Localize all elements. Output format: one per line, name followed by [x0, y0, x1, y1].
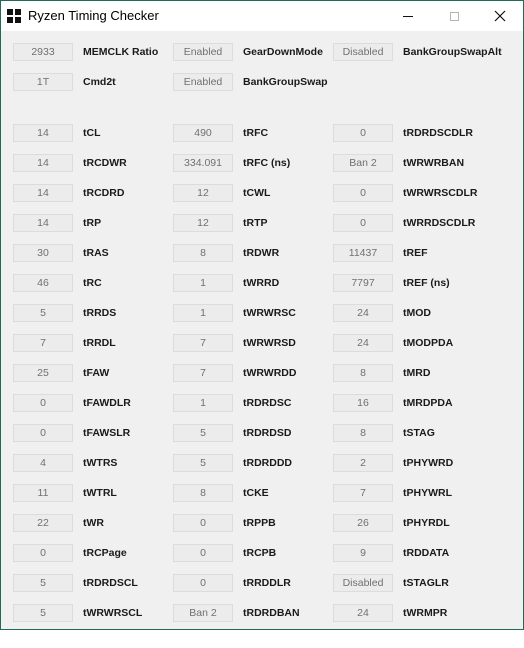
bankgroupswapalt-label: BankGroupSwapAlt: [403, 46, 502, 58]
twrrd-label: tWRRD: [243, 277, 280, 289]
tmrdpda-value[interactable]: 16: [333, 394, 393, 412]
twrwrdd-value[interactable]: 7: [173, 364, 233, 382]
close-icon: [494, 10, 506, 22]
trc-value[interactable]: 46: [13, 274, 73, 292]
tref-ns-value[interactable]: 7797: [333, 274, 393, 292]
minimize-icon: [403, 16, 413, 17]
trppb-value[interactable]: 0: [173, 514, 233, 532]
twr-value[interactable]: 22: [13, 514, 73, 532]
tfaw-value[interactable]: 25: [13, 364, 73, 382]
trdrdsc-label: tRDRDSC: [243, 397, 292, 409]
twrwrsd-value[interactable]: 7: [173, 334, 233, 352]
memclk-ratio-value[interactable]: 2933: [13, 43, 73, 61]
tras-label: tRAS: [83, 247, 109, 259]
twr-label: tWR: [83, 517, 104, 529]
twrrdscdlr-value[interactable]: 0: [333, 214, 393, 232]
trrdl-value[interactable]: 7: [13, 334, 73, 352]
twrrdscdlr-label: tWRRDSCDLR: [403, 217, 476, 229]
tphywrl-label: tPHYWRL: [403, 487, 452, 499]
tfawdlr-label: tFAWDLR: [83, 397, 131, 409]
trdrddd-value[interactable]: 5: [173, 454, 233, 472]
geardownmode-label: GearDownMode: [243, 46, 323, 58]
trtp-value[interactable]: 12: [173, 214, 233, 232]
trfc-value[interactable]: 490: [173, 124, 233, 142]
trdrdban-value[interactable]: Ban 2: [173, 604, 233, 622]
window-title: Ryzen Timing Checker: [28, 8, 159, 23]
trrds-value[interactable]: 5: [13, 304, 73, 322]
twrmpr-value[interactable]: 24: [333, 604, 393, 622]
trcdrd-value[interactable]: 14: [13, 184, 73, 202]
tmod-label: tMOD: [403, 307, 431, 319]
tfaw-label: tFAW: [83, 367, 110, 379]
tcwl-value[interactable]: 12: [173, 184, 233, 202]
twtrs-label: tWTRS: [83, 457, 118, 469]
trp-value[interactable]: 14: [13, 214, 73, 232]
trdrddd-label: tRDRDDD: [243, 457, 292, 469]
minimize-button[interactable]: [385, 1, 431, 31]
tcke-label: tCKE: [243, 487, 269, 499]
geardownmode-value[interactable]: Enabled: [173, 43, 233, 61]
tmrd-label: tMRD: [403, 367, 431, 379]
tfawslr-label: tFAWSLR: [83, 427, 131, 439]
trcdwr-value[interactable]: 14: [13, 154, 73, 172]
twrwrscl-label: tWRWRSCL: [83, 607, 143, 619]
twrwrsc-label: tWRWRSC: [243, 307, 296, 319]
tphyrdl-label: tPHYRDL: [403, 517, 450, 529]
twrwrscl-value[interactable]: 5: [13, 604, 73, 622]
twtrs-value[interactable]: 4: [13, 454, 73, 472]
trdwr-label: tRDWR: [243, 247, 280, 259]
trdrdscl-label: tRDRDSCL: [83, 577, 138, 589]
twrwrsc-value[interactable]: 1: [173, 304, 233, 322]
twrwrscdlr-label: tWRWRSCDLR: [403, 187, 478, 199]
tcl-value[interactable]: 14: [13, 124, 73, 142]
trrddlr-value[interactable]: 0: [173, 574, 233, 592]
trddata-value[interactable]: 9: [333, 544, 393, 562]
trddata-label: tRDDATA: [403, 547, 450, 559]
tfawdlr-value[interactable]: 0: [13, 394, 73, 412]
maximize-icon: [450, 12, 459, 21]
tras-value[interactable]: 30: [13, 244, 73, 262]
trdwr-value[interactable]: 8: [173, 244, 233, 262]
bankgroupswap-label: BankGroupSwap: [243, 76, 328, 88]
tstaglr-label: tSTAGLR: [403, 577, 449, 589]
tstaglr-value[interactable]: Disabled: [333, 574, 393, 592]
tstag-value[interactable]: 8: [333, 424, 393, 442]
twtrl-label: tWTRL: [83, 487, 117, 499]
app-grid-icon: [7, 9, 21, 23]
trc-label: tRC: [83, 277, 102, 289]
trtp-label: tRTP: [243, 217, 268, 229]
twrwrscdlr-value[interactable]: 0: [333, 184, 393, 202]
tphyrdl-value[interactable]: 26: [333, 514, 393, 532]
trcpb-label: tRCPB: [243, 547, 277, 559]
tcke-value[interactable]: 8: [173, 484, 233, 502]
twrwrsd-label: tWRWRSD: [243, 337, 296, 349]
twtrl-value[interactable]: 11: [13, 484, 73, 502]
twrwrban-label: tWRWRBAN: [403, 157, 465, 169]
tmod-value[interactable]: 24: [333, 304, 393, 322]
memclk-ratio-label: MEMCLK Ratio: [83, 46, 159, 58]
tref-value[interactable]: 11437: [333, 244, 393, 262]
tmrdpda-label: tMRDPDA: [403, 397, 453, 409]
trcpage-value[interactable]: 0: [13, 544, 73, 562]
maximize-button[interactable]: [431, 1, 477, 31]
tref-ns-label: tREF (ns): [403, 277, 450, 289]
trrdl-label: tRRDL: [83, 337, 116, 349]
trcdwr-label: tRCDWR: [83, 157, 127, 169]
close-button[interactable]: [477, 1, 523, 31]
trdrdsd-value[interactable]: 5: [173, 424, 233, 442]
trppb-label: tRPPB: [243, 517, 276, 529]
tcl-label: tCL: [83, 127, 101, 139]
bankgroupswap-value[interactable]: Enabled: [173, 73, 233, 91]
trp-label: tRP: [83, 217, 102, 229]
tphywrl-value[interactable]: 7: [333, 484, 393, 502]
timings-panel: [1, 31, 523, 629]
trdrdscl-value[interactable]: 5: [13, 574, 73, 592]
trfc-ns-label: tRFC (ns): [243, 157, 291, 169]
trcdrd-label: tRCDRD: [83, 187, 125, 199]
cmd2t-value[interactable]: 1T: [13, 73, 73, 91]
trdrdscdlr-value[interactable]: 0: [333, 124, 393, 142]
trcpb-value[interactable]: 0: [173, 544, 233, 562]
twrwrban-value[interactable]: Ban 2: [333, 154, 393, 172]
trcpage-label: tRCPage: [83, 547, 127, 559]
tstag-label: tSTAG: [403, 427, 435, 439]
trrds-label: tRRDS: [83, 307, 117, 319]
trrddlr-label: tRRDDLR: [243, 577, 291, 589]
twrmpr-label: tWRMPR: [403, 607, 448, 619]
trdrdban-label: tRDRDBAN: [243, 607, 300, 619]
bankgroupswapalt-value[interactable]: Disabled: [333, 43, 393, 61]
tfawslr-value[interactable]: 0: [13, 424, 73, 442]
trfc-label: tRFC: [243, 127, 269, 139]
tmodpda-label: tMODPDA: [403, 337, 454, 349]
twrrd-value[interactable]: 1: [173, 274, 233, 292]
trfc-ns-value[interactable]: 334.091: [173, 154, 233, 172]
trdrdsc-value[interactable]: 1: [173, 394, 233, 412]
cmd2t-label: Cmd2t: [83, 76, 116, 88]
twrwrdd-label: tWRWRDD: [243, 367, 297, 379]
tref-label: tREF: [403, 247, 428, 259]
tphywrd-value[interactable]: 2: [333, 454, 393, 472]
tmodpda-value[interactable]: 24: [333, 334, 393, 352]
trdrdsd-label: tRDRDSD: [243, 427, 292, 439]
tmrd-value[interactable]: 8: [333, 364, 393, 382]
tcwl-label: tCWL: [243, 187, 271, 199]
tphywrd-label: tPHYWRD: [403, 457, 454, 469]
trdrdscdlr-label: tRDRDSCDLR: [403, 127, 473, 139]
title-bar[interactable]: [1, 1, 523, 31]
